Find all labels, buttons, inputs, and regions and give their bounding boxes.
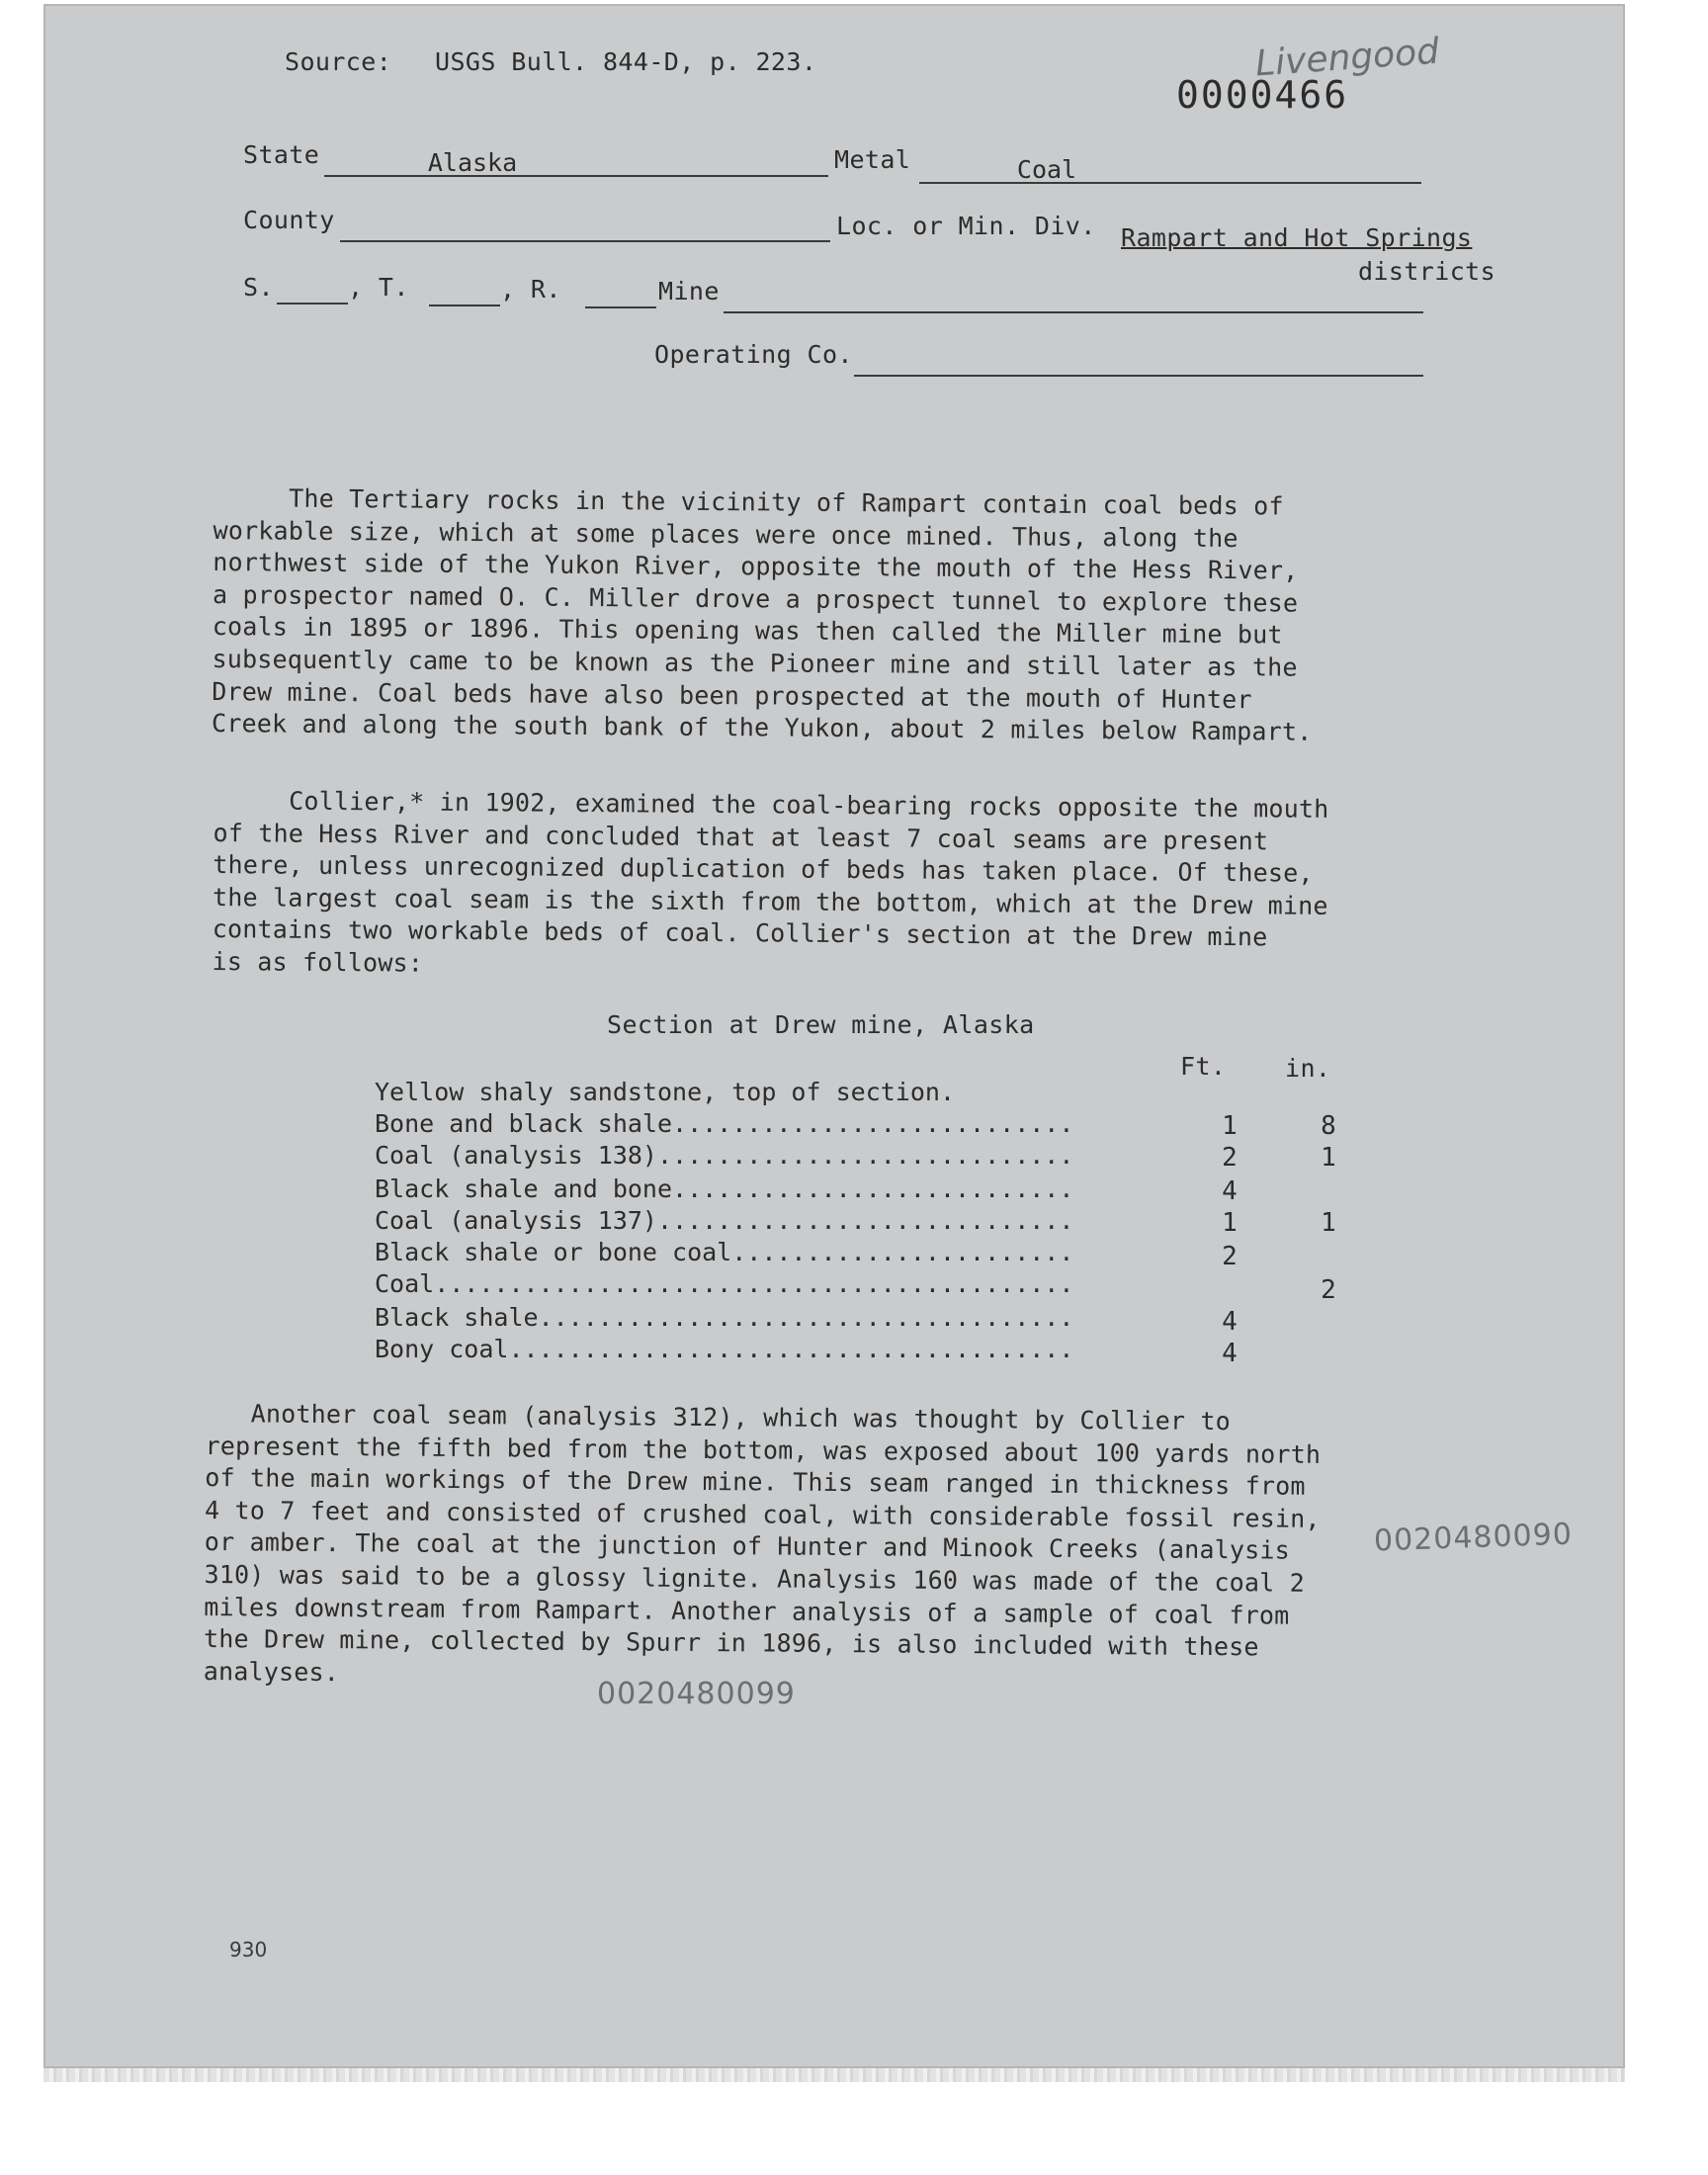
text-line: Drew mine. Coal beds have also been prospected at the mouth of Hunter: [212, 676, 1252, 714]
table-row-ft: 1: [1222, 1208, 1238, 1238]
table-row-in: 8: [1321, 1111, 1336, 1141]
column-header-in: in.: [1285, 1054, 1331, 1083]
handwritten-place: Livengood: [1253, 31, 1441, 85]
text-line: or amber. The coal at the junction of Hunter and Minook Creeks (analysis: [204, 1527, 1291, 1565]
text-line: contains two workable beds of coal. Collier's section at the Drew mine: [212, 914, 1268, 952]
range-label: , R.: [500, 275, 561, 304]
column-header-ft: Ft.: [1180, 1052, 1227, 1081]
text-line: northwest side of the Yukon River, opposite the mouth of the Hess River,: [213, 548, 1299, 585]
text-line: is as follows:: [212, 946, 424, 978]
state-value: Alaska: [427, 148, 518, 177]
table-row-label: Black shale....................................: [375, 1303, 1074, 1332]
mine-label: Mine: [658, 277, 720, 305]
paragraph-1: [212, 482, 1498, 750]
document-page: [43, 4, 1625, 2068]
table-row-in: 1: [1321, 1208, 1336, 1238]
township-underline: [429, 304, 500, 306]
text-line: the Drew mine, collected by Spurr in 1896, is also included with these: [203, 1624, 1259, 1662]
township-label: , T.: [348, 273, 409, 302]
text-line: subsequently came to be known as the Pioneer mine and still later as the: [212, 644, 1298, 682]
text-line: the largest coal seam is the sixth from the bottom, which at the Drew mine: [212, 882, 1328, 920]
text-line: 4 to 7 feet and consisted of crushed coal, with considerable fossil resin,: [204, 1495, 1321, 1533]
scan-edge: [43, 2068, 1625, 2082]
text-line: of the Hess River and concluded that at least 7 coal seams are present: [213, 818, 1269, 855]
stamp-number-2: 0020480099: [597, 1677, 796, 1711]
state-label: State: [243, 140, 320, 169]
operating-underline: [854, 375, 1423, 377]
loc-label: Loc. or Min. Div.: [836, 212, 1096, 240]
source-label: Source:: [285, 47, 392, 76]
section-table-title: Section at Drew mine, Alaska: [607, 1010, 1035, 1039]
table-row-ft: 4: [1222, 1339, 1238, 1368]
metal-label: Metal: [834, 145, 911, 174]
operating-label: Operating Co.: [654, 340, 853, 369]
section-underline: [277, 303, 348, 304]
table-row-ft: 1: [1222, 1111, 1238, 1141]
loc-value: Rampart and Hot Springs: [1121, 223, 1473, 252]
page-mark: 930: [229, 1938, 268, 1961]
table-row-label: Coal (analysis 138)............................: [375, 1141, 1074, 1170]
text-line: The Tertiary rocks in the vicinity of Rampart contain coal beds of: [213, 482, 1284, 521]
section-top-note: Yellow shaly sandstone, top of section.: [375, 1078, 955, 1106]
text-line: a prospector named O. C. Miller drove a prospect tunnel to explore these: [212, 579, 1299, 618]
text-line: 310) was said to be a glossy lignite. Analysis 160 was made of the coal 2: [204, 1559, 1306, 1598]
table-row-ft: 4: [1222, 1307, 1238, 1337]
text-line: Creek and along the south bank of the Yukon, about 2 miles below Rampart.: [211, 709, 1313, 746]
table-row-label: Bone and black shale...........................: [375, 1109, 1074, 1138]
text-line: workable size, which at some places were once mined. Thus, along the: [213, 515, 1238, 553]
record-number: 0000466: [1176, 73, 1349, 117]
text-line: analyses.: [203, 1656, 340, 1687]
metal-value: Coal: [1016, 155, 1077, 184]
paragraph-3: [204, 1398, 1491, 1698]
source-value: USGS Bull. 844-D, p. 223.: [435, 47, 817, 76]
table-row-label: Coal (analysis 137)............................: [375, 1206, 1074, 1235]
mine-underline: [724, 311, 1423, 313]
paragraph-2: [212, 785, 1497, 989]
table-row-in: 2: [1321, 1275, 1336, 1305]
table-row-label: Bony coal......................................: [375, 1335, 1074, 1363]
table-row-label: Black shale and bone...........................: [375, 1174, 1074, 1203]
text-line: coals in 1895 or 1896. This opening was then called the Miller mine but: [212, 612, 1283, 650]
text-line: Another coal seam (analysis 312), which was thought by Collier to: [205, 1399, 1232, 1436]
table-row-ft: 2: [1222, 1242, 1238, 1271]
table-row-label: Coal...........................................: [375, 1269, 1074, 1298]
table-row-ft: 4: [1222, 1176, 1238, 1206]
text-line: Collier,* in 1902, examined the coal-bearing rocks opposite the mouth: [213, 785, 1329, 824]
text-line: miles downstream from Rampart. Another analysis of a sample of coal from: [204, 1592, 1290, 1630]
table-row-in: 1: [1321, 1143, 1336, 1173]
section-label: S.: [243, 273, 274, 302]
text-line: of the main workings of the Drew mine. This seam ranged in thickness from: [205, 1463, 1306, 1501]
county-label: County: [243, 206, 335, 234]
text-line: there, unless unrecognized duplication of beds has taken place. Of these,: [213, 850, 1314, 888]
loc-value-continued: districts: [1358, 257, 1496, 286]
text-line: represent the fifth bed from the bottom, was exposed about 100 yards north: [205, 1431, 1322, 1469]
county-underline: [340, 240, 830, 242]
table-row-ft: 2: [1222, 1143, 1238, 1173]
stamp-number-1: 0020480090: [1373, 1517, 1574, 1559]
range-underline: [585, 306, 656, 308]
table-row-label: Black shale or bone coal.......................: [375, 1238, 1074, 1266]
